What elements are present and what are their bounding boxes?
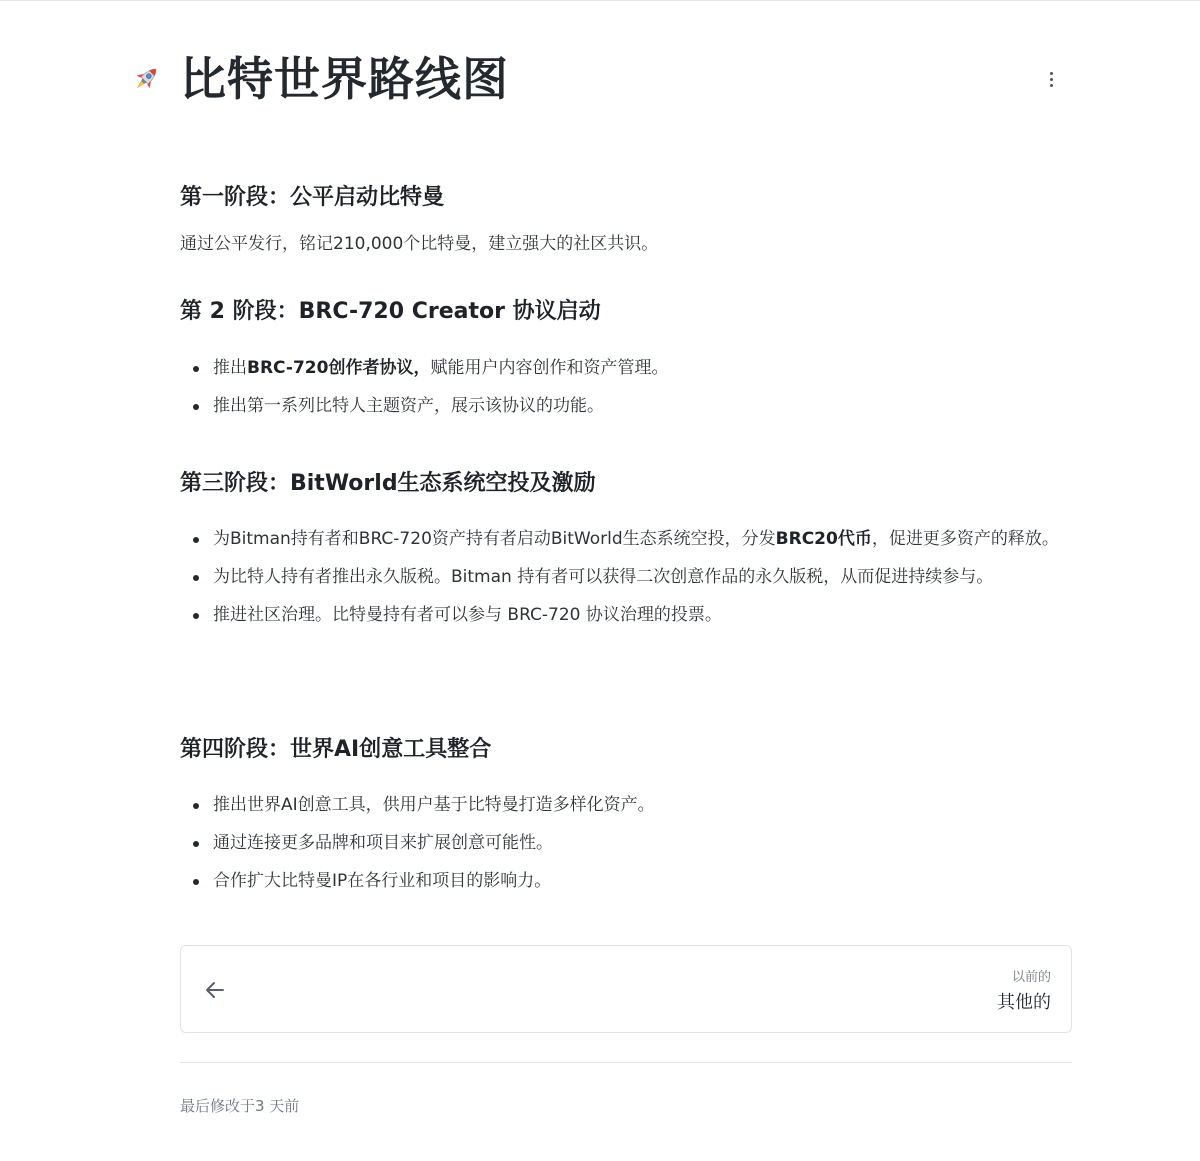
list-item: 合作扩大比特曼IP在各行业和项目的影响力。 bbox=[180, 867, 1072, 896]
section-1-heading: 第一阶段：公平启动比特曼 bbox=[180, 185, 445, 210]
previous-page-link[interactable] bbox=[180, 945, 1072, 1033]
list-item: 推出BRC-720创作者协议，赋能用户内容创作和资产管理。 bbox=[180, 354, 1072, 383]
section-2-heading: 第 2 阶段：BRC-720 Creator 协议启动 bbox=[180, 299, 601, 324]
section-3-heading: 第三阶段：BitWorld生态系统空投及激励 bbox=[180, 471, 596, 496]
previous-title: 其他的 bbox=[997, 992, 1051, 1013]
list-item: 推出第一系列比特人主题资产，展示该协议的功能。 bbox=[180, 392, 1072, 421]
list-item: 为比特人持有者推出永久版税。Bitman 持有者可以获得二次创意作品的永久版税，从而促进持续参与。 bbox=[180, 563, 1072, 592]
list-item: 通过连接更多品牌和项目来扩展创意可能性。 bbox=[180, 829, 1072, 858]
section-3-list bbox=[180, 525, 1072, 639]
rocket-icon bbox=[130, 63, 162, 95]
divider bbox=[180, 1062, 1072, 1063]
list-item: 推出世界AI创意工具，供用户基于比特曼打造多样化资产。 bbox=[180, 791, 1072, 820]
more-options-icon[interactable] bbox=[1040, 63, 1062, 95]
section-1-paragraph: 通过公平发行，铭记210,000个比特曼，建立强大的社区共识。 bbox=[180, 234, 659, 254]
section-4-list bbox=[180, 791, 1072, 905]
page-title: 比特世界路线图 bbox=[180, 52, 509, 106]
section-2-list bbox=[180, 354, 1072, 430]
arrow-left-icon bbox=[203, 978, 227, 1002]
title-row bbox=[130, 47, 509, 111]
list-item: 为Bitman持有者和BRC-720资产持有者启动BitWorld生态系统空投，分发BRC20代币，促进更多资产的释放。 bbox=[180, 525, 1072, 554]
last-modified: 最后修改于3 天前 bbox=[180, 1097, 300, 1115]
section-4-heading: 第四阶段：世界AI创意工具整合 bbox=[180, 737, 492, 762]
list-item: 推进社区治理。比特曼持有者可以参与 BRC-720 协议治理的投票。 bbox=[180, 601, 1072, 630]
previous-label: 以前的 bbox=[1011, 970, 1051, 985]
